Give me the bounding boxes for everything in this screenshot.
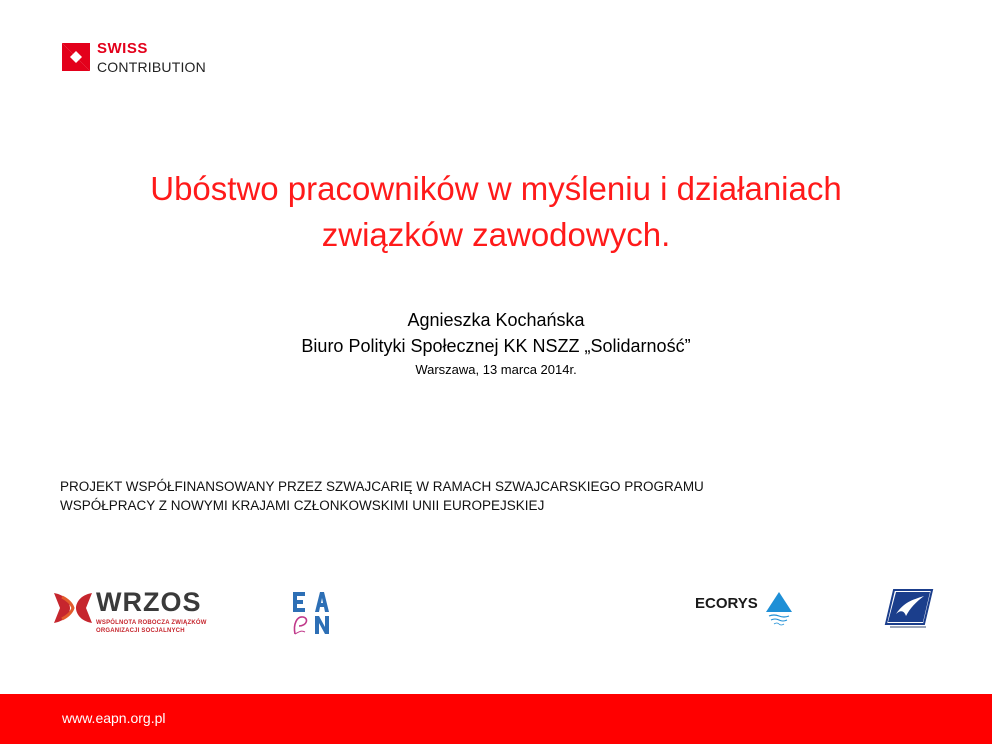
author-name: Agnieszka Kochańska: [407, 310, 585, 330]
wrzos-mark-icon: [52, 587, 94, 629]
ecorys-name: ECORYS: [695, 595, 758, 612]
presentation-date: Warszawa, 13 marca 2014r.: [415, 362, 577, 377]
author-block: [0, 307, 992, 381]
project-note-line-1: PROJEKT WSPÓŁFINANSOWANY PRZEZ SZWAJCARIĘ W RAMACH SZWAJCARSKIEGO PROGRAMU: [60, 479, 704, 494]
project-note-line-2: WSPÓŁPRACY Z NOWYMI KRAJAMI CZŁONKOWSKIMI UNII EUROPEJSKIEJ: [60, 498, 545, 513]
footer-bar: [0, 694, 992, 744]
eapn-logo-icon: [285, 588, 335, 638]
logo-line-contribution: CONTRIBUTION: [97, 59, 206, 75]
slide-title-line-1: Ubóstwo pracowników w myśleniu i działaniach: [150, 170, 842, 207]
ecorys-triangle-icon: [765, 590, 793, 630]
bird-emblem-icon: [884, 588, 934, 630]
slide-title-line-2: związków zawodowych.: [321, 216, 671, 253]
wrzos-subtitle-line-2: ORGANIZACJI SOCJALNYCH: [96, 628, 185, 634]
logo-line-swiss: SWISS: [97, 40, 148, 57]
ecorys-logo: [695, 590, 795, 630]
project-funding-note: [60, 477, 940, 515]
slide-title: [60, 166, 932, 258]
swiss-contribution-logo: [62, 40, 222, 76]
wrzos-logo: [52, 587, 212, 639]
wrzos-name: WRZOS: [96, 587, 202, 617]
wrzos-subtitle-line-1: WSPÓLNOTA ROBOCZA ZWIĄZKÓW: [96, 620, 207, 626]
author-organization: Biuro Polityki Społecznej KK NSZZ „Solidarność”: [301, 336, 691, 356]
footer-url-link[interactable]: www.eapn.org.pl: [62, 710, 166, 726]
swiss-contribution-mark-icon: [62, 43, 90, 71]
